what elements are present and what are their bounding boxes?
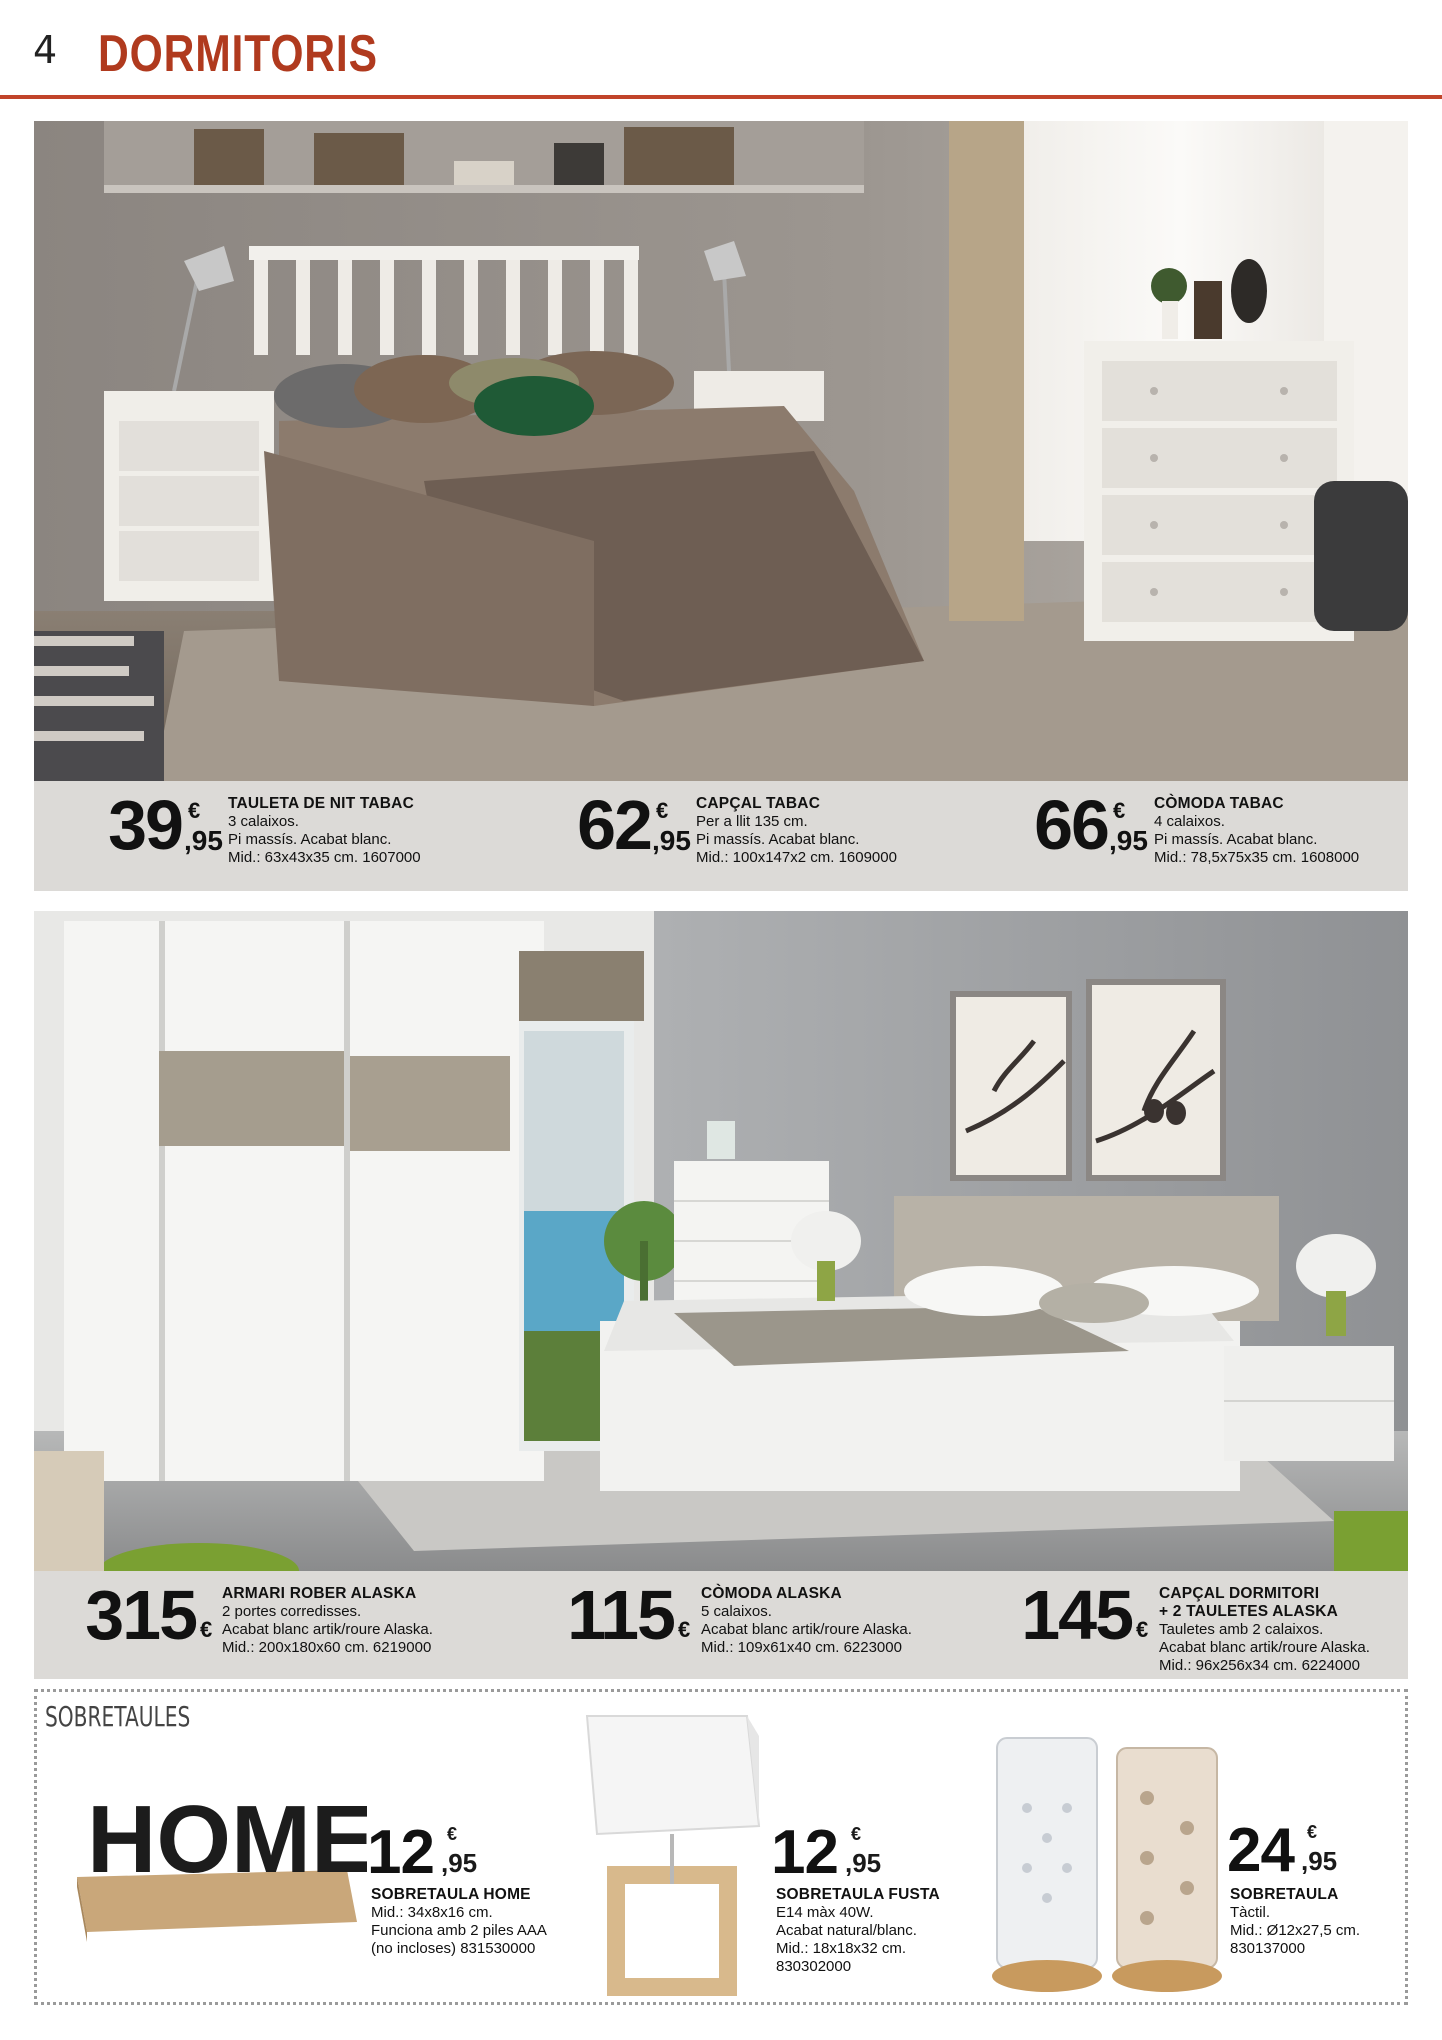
product-detail: E14 màx 40W. (776, 1904, 874, 1921)
currency-symbol: € (188, 798, 201, 823)
offer-comoda-tabac (1030, 786, 1390, 881)
offer-tauleta-tabac (108, 786, 440, 881)
product-name: SOBRETAULA HOME (371, 1886, 531, 1903)
offer-comoda-alaska (556, 1576, 956, 1671)
fusta-lamp-description (776, 1886, 940, 1976)
product-detail: Mid.: 18x18x32 cm. (776, 1940, 907, 1957)
fusta-lamp-image (577, 1706, 767, 2002)
section-title: DORMITORIS (98, 25, 378, 83)
product-detail: Mid.: 200x180x60 cm. 6219000 (222, 1639, 432, 1656)
price-band-tabac (34, 781, 1408, 891)
currency-symbol: € (656, 798, 669, 823)
product-name: CÒMODA ALASKA (701, 1585, 842, 1602)
sobretaules-section (34, 1689, 1408, 2005)
product-name: CAPÇAL TABAC (696, 795, 821, 812)
price-decimals: ,95 (441, 1848, 478, 1878)
product-name-line2: + 2 TAULETES ALASKA (1159, 1603, 1339, 1620)
price (556, 1576, 674, 1661)
price-decimals: ,95 (1109, 825, 1148, 856)
price-fusta (771, 1818, 882, 1887)
tactil-lamps-image (987, 1728, 1227, 1998)
product-detail: Tauletes amb 2 calaixos. (1159, 1621, 1324, 1638)
offer-description (228, 795, 421, 867)
product-detail: Acabat blanc artik/roure Alaska. (1159, 1639, 1370, 1656)
offer-description (222, 1585, 433, 1657)
product-detail: 830302000 (776, 1958, 852, 1975)
currency-symbol: € (1307, 1822, 1318, 1842)
currency-symbol: € (851, 1824, 862, 1844)
product-detail: Acabat blanc artik/roure Alaska. (701, 1621, 912, 1638)
offer-capcal-alaska (1014, 1576, 1394, 1674)
currency-symbol: € (447, 1824, 458, 1844)
product-detail: Pi massís. Acabat blanc. (1154, 831, 1318, 848)
price-band-alaska (34, 1571, 1408, 1679)
product-detail: Pi massís. Acabat blanc. (228, 831, 392, 848)
price-integer: 12 (367, 1818, 434, 1887)
product-detail: 4 calaixos. (1154, 813, 1225, 830)
offer-description (696, 795, 897, 867)
product-detail: Per a llit 135 cm. (696, 813, 808, 830)
price-decimals: ,95 (184, 825, 223, 856)
price (78, 1576, 196, 1661)
home-lamp-image (67, 1772, 367, 1942)
price-integer: 66 (1034, 786, 1108, 864)
product-detail: Mid.: 96x256x34 cm. 6224000 (1159, 1657, 1360, 1674)
price-tactil (1227, 1816, 1338, 1885)
product-name: TAULETA DE NIT TABAC (228, 795, 414, 812)
price-integer: 62 (577, 786, 651, 864)
product-detail: Mid.: Ø12x27,5 cm. (1230, 1922, 1361, 1939)
product-detail: Mid.: 34x8x16 cm. (371, 1904, 493, 1921)
product-detail: 2 portes corredisses. (222, 1603, 362, 1620)
product-detail: Funciona amb 2 piles AAA (371, 1922, 547, 1939)
product-detail: Acabat natural/blanc. (776, 1922, 917, 1939)
page-header (0, 0, 1442, 100)
currency-symbol: € (1113, 798, 1126, 823)
price-integer: 315 (85, 1576, 196, 1654)
offer-description (701, 1585, 912, 1657)
product-detail: Pi massís. Acabat blanc. (696, 831, 860, 848)
page-number: 4 (33, 28, 58, 72)
offer-description (1154, 795, 1359, 867)
bedroom-alaska-photo (34, 911, 1408, 1571)
header-divider (0, 95, 1442, 99)
price-decimals: ,95 (652, 825, 691, 856)
price (108, 786, 182, 871)
product-detail: 830137000 (1230, 1940, 1306, 1957)
price (1030, 786, 1108, 871)
product-detail: Mid.: 109x61x40 cm. 6223000 (701, 1639, 902, 1656)
home-lamp-description (371, 1886, 547, 1958)
product-name: ARMARI ROBER ALASKA (222, 1585, 417, 1602)
price-integer: 145 (1021, 1576, 1132, 1654)
product-name: SOBRETAULA (1230, 1886, 1339, 1903)
price-integer: 24 (1227, 1816, 1294, 1885)
price-integer: 39 (108, 786, 182, 864)
product-detail: Mid.: 63x43x35 cm. 1607000 (228, 849, 421, 866)
bedroom-tabac-photo (34, 121, 1408, 781)
price-integer: 115 (567, 1576, 674, 1654)
price-decimals: ,95 (845, 1848, 882, 1878)
currency-symbol: € (678, 1617, 691, 1642)
product-name: SOBRETAULA FUSTA (776, 1886, 940, 1903)
product-name: CAPÇAL DORMITORI (1159, 1585, 1320, 1602)
offer-armari-alaska (78, 1576, 478, 1671)
sobretaules-title: SOBRETAULES (45, 1700, 191, 1733)
product-name: CÒMODA TABAC (1154, 795, 1284, 812)
home-sign-text: HOME (87, 1786, 367, 1893)
price (1014, 1576, 1132, 1661)
price-integer: 12 (771, 1818, 838, 1887)
price (573, 786, 651, 871)
product-detail: Tàctil. (1230, 1904, 1271, 1921)
price-decimals: ,95 (1301, 1846, 1338, 1876)
product-detail: (no incloses) 831530000 (371, 1940, 536, 1957)
product-detail: Mid.: 78,5x75x35 cm. 1608000 (1154, 849, 1360, 866)
currency-symbol: € (200, 1617, 213, 1642)
offer-capcal-tabac (573, 786, 913, 881)
price-home (367, 1818, 478, 1887)
currency-symbol: € (1136, 1617, 1149, 1642)
product-detail: Mid.: 100x147x2 cm. 1609000 (696, 849, 897, 866)
tactil-lamp-description (1230, 1886, 1360, 1958)
product-detail: 5 calaixos. (701, 1603, 772, 1620)
offer-description (1159, 1585, 1370, 1675)
product-detail: Acabat blanc artik/roure Alaska. (222, 1621, 433, 1638)
product-detail: 3 calaixos. (228, 813, 299, 830)
